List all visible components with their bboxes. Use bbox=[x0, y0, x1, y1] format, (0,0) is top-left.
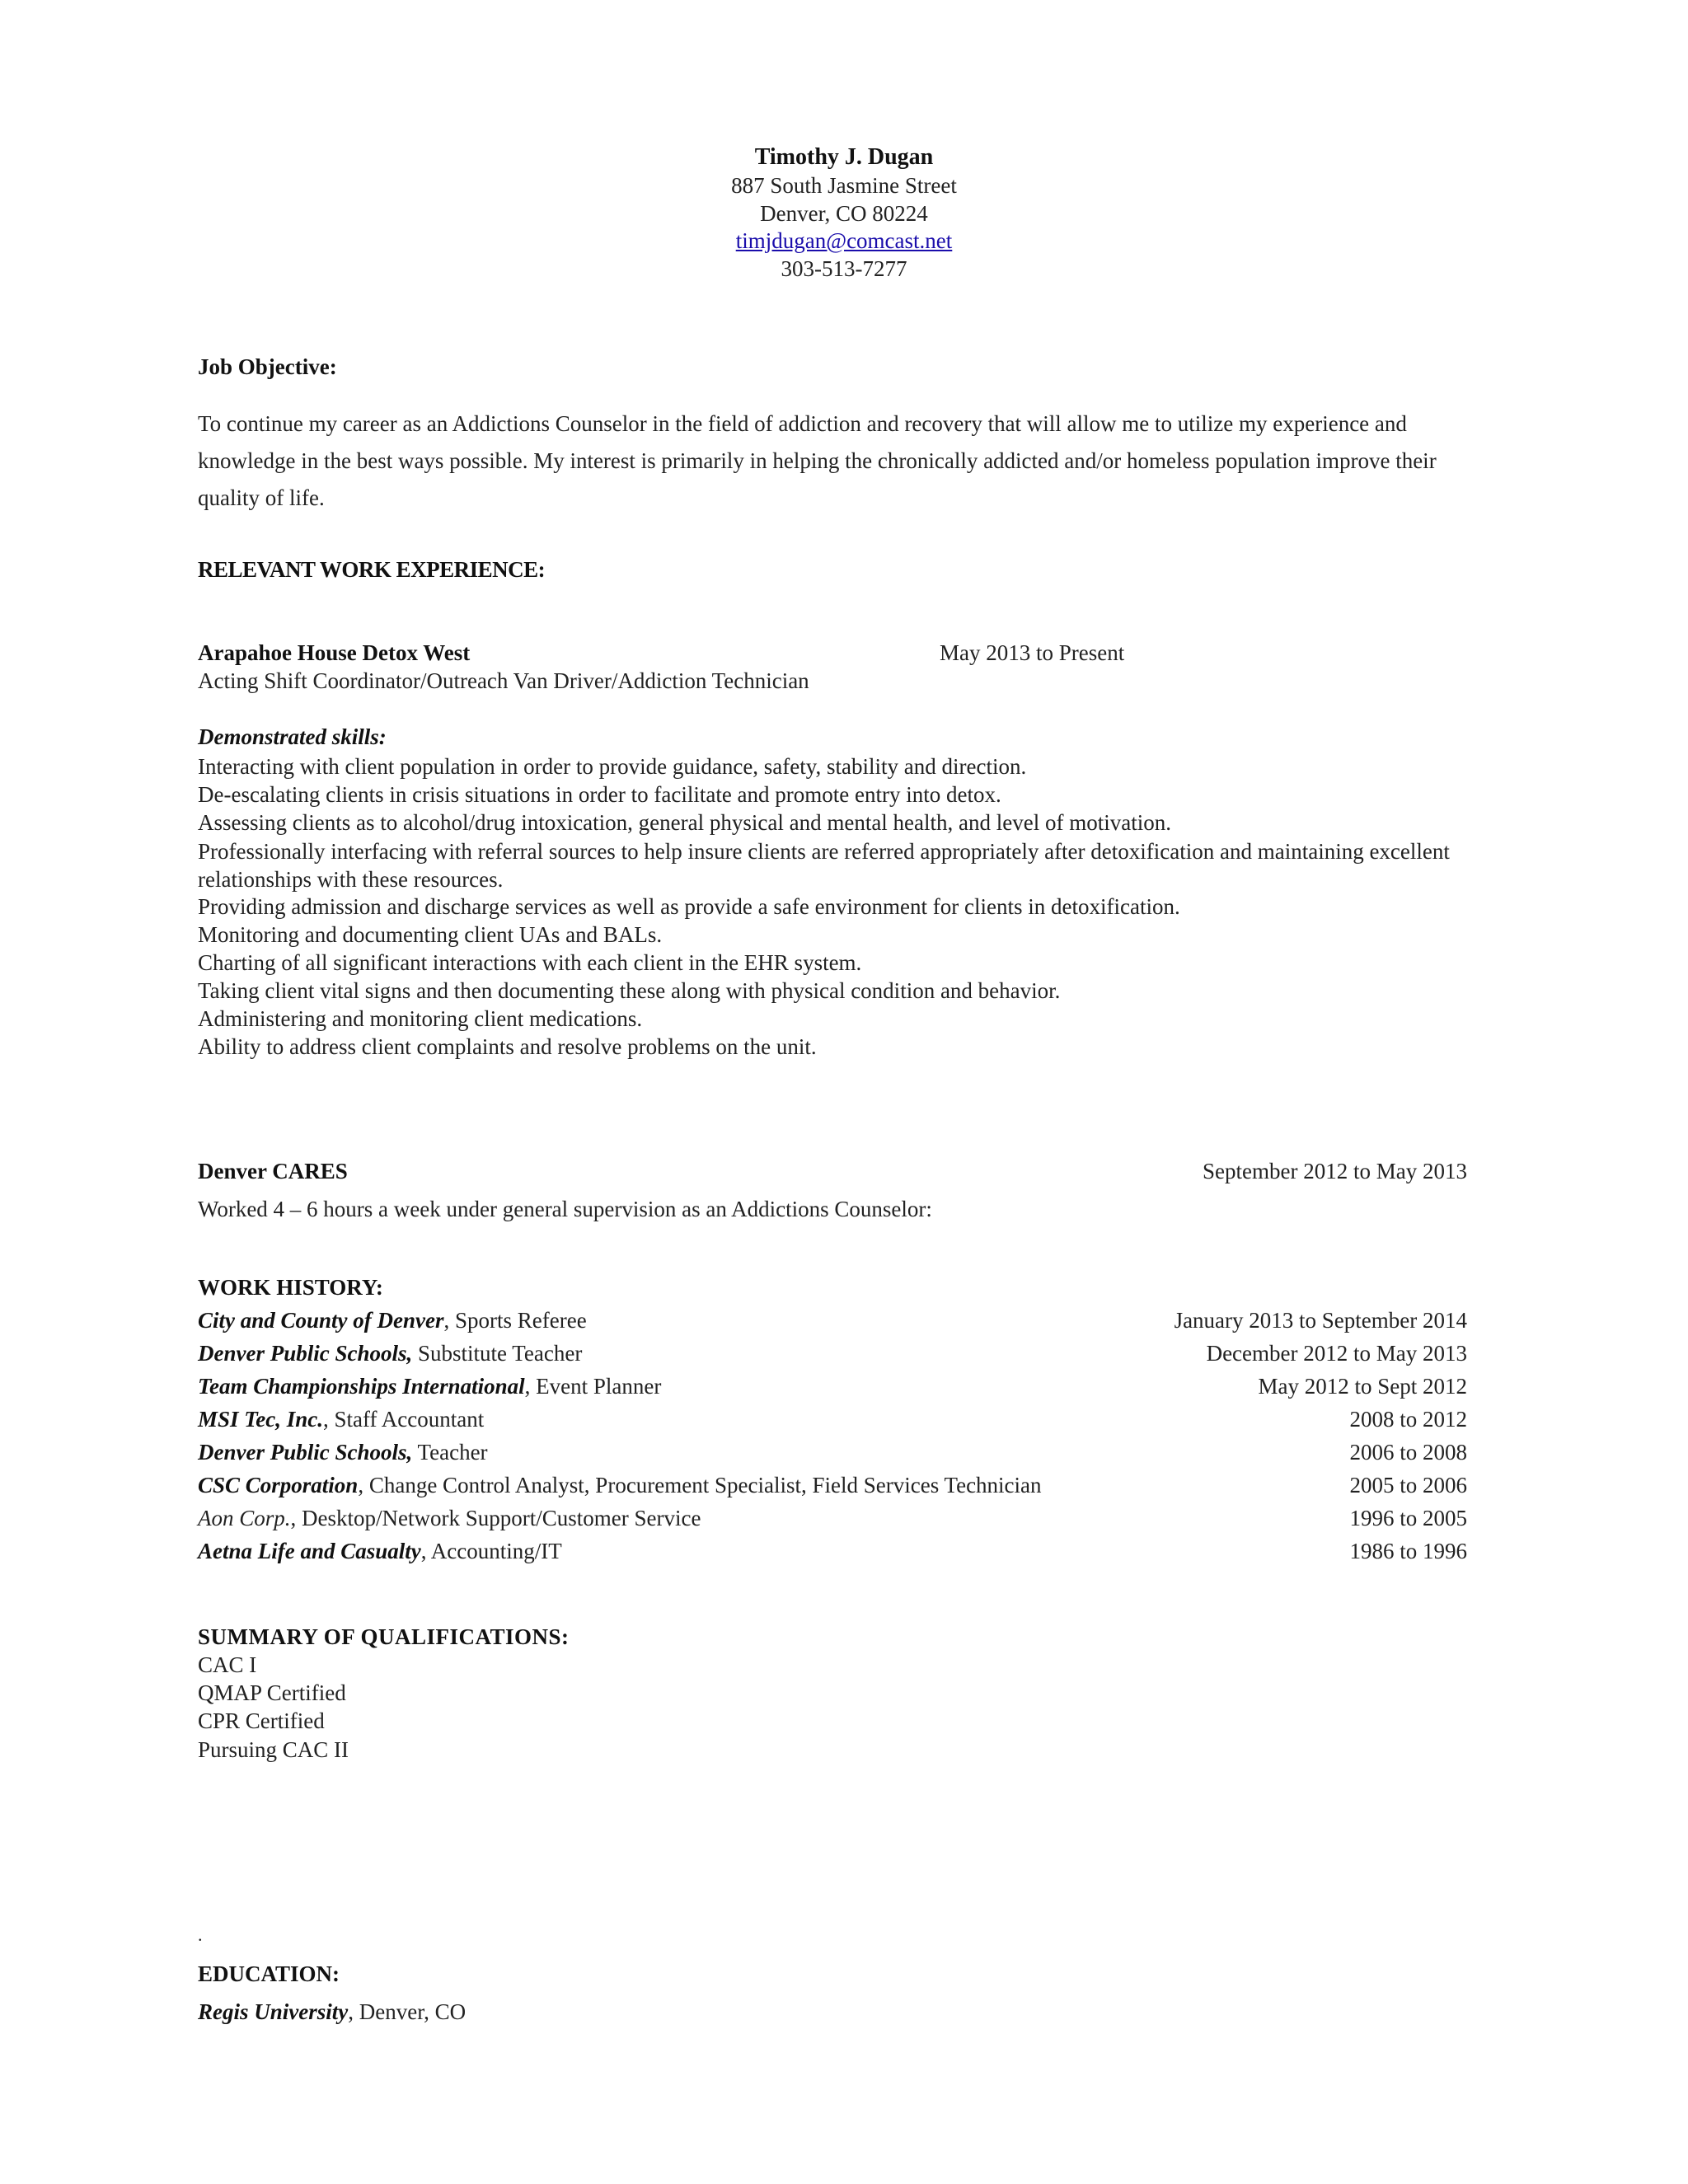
employer-name: Denver Public Schools, bbox=[198, 1341, 413, 1366]
work-history-dates: 2006 to 2008 bbox=[1349, 1440, 1467, 1465]
work-history-heading: WORK HISTORY: bbox=[198, 1275, 383, 1300]
qualifications-heading: SUMMARY OF QUALIFICATIONS: bbox=[198, 1624, 570, 1649]
work-history-dates: 1996 to 2005 bbox=[1349, 1506, 1467, 1530]
employer-name: CSC Corporation bbox=[198, 1473, 359, 1497]
work-history-row bbox=[198, 1474, 1042, 1498]
role-text: Teacher bbox=[412, 1440, 488, 1465]
skill-item: De-escalating clients in crisis situations in order to facilitate and promote entry into detox. bbox=[198, 782, 1001, 807]
education-heading: EDUCATION: bbox=[198, 1961, 340, 1986]
work-history-row bbox=[198, 1342, 582, 1366]
stray-period: . bbox=[198, 1924, 203, 1945]
employer-name: Aetna Life and Casualty bbox=[198, 1539, 421, 1563]
employer-name: MSI Tec, Inc. bbox=[198, 1407, 324, 1432]
work-history-dates: 2008 to 2012 bbox=[1349, 1407, 1467, 1432]
skill-item: Ability to address client complaints and resolve problems on the unit. bbox=[198, 1034, 817, 1059]
email-line bbox=[0, 229, 1688, 254]
employer-name: Denver Public Schools, bbox=[198, 1440, 413, 1465]
work-history-row bbox=[198, 1309, 587, 1333]
role-text: , Change Control Analyst, Procurement Specialist, Field Services Technician bbox=[358, 1473, 1042, 1497]
skill-item: Providing admission and discharge services as well as provide a safe environment for clients in detoxification. bbox=[198, 894, 1180, 919]
role-text: , Accounting/IT bbox=[420, 1539, 562, 1563]
school-location: , Denver, CO bbox=[348, 1999, 467, 2024]
role-text: Substitute Teacher bbox=[412, 1341, 583, 1366]
work-history-dates: 2005 to 2006 bbox=[1349, 1473, 1467, 1497]
work-history-dates: May 2012 to Sept 2012 bbox=[1258, 1374, 1467, 1399]
employer-name: Aon Corp. bbox=[198, 1506, 291, 1530]
skill-item: Professionally interfacing with referral sources to help insure clients are referred appropriately after detoxification and maintaining excellent relationships with these resources. bbox=[198, 839, 1450, 892]
email-link[interactable]: timjdugan@comcast.net bbox=[735, 228, 953, 253]
school-name: Regis University bbox=[198, 1999, 349, 2024]
city-state-zip: Denver, CO 80224 bbox=[760, 201, 928, 226]
work-history-dates: January 2013 to September 2014 bbox=[1174, 1308, 1467, 1333]
street-address: 887 South Jasmine Street bbox=[731, 173, 957, 198]
work-history-row bbox=[198, 1375, 661, 1399]
skill-item: Monitoring and documenting client UAs and BALs. bbox=[198, 922, 663, 947]
qualification-item: QMAP Certified bbox=[198, 1680, 346, 1705]
work-history-row bbox=[198, 1408, 484, 1432]
job1-employer: Arapahoe House Detox West bbox=[198, 640, 471, 665]
qualification-item: CAC I bbox=[198, 1652, 257, 1677]
job2-employer: Denver CARES bbox=[198, 1159, 348, 1183]
qualification-item: CPR Certified bbox=[198, 1708, 325, 1733]
work-history-dates: 1986 to 1996 bbox=[1349, 1539, 1467, 1563]
role-text: , Sports Referee bbox=[443, 1308, 587, 1333]
job1-title: Acting Shift Coordinator/Outreach Van Driver/Addiction Technician bbox=[198, 668, 809, 693]
job2-description: Worked 4 – 6 hours a week under general supervision as an Addictions Counselor: bbox=[198, 1197, 932, 1221]
skill-item: Charting of all significant interactions with each client in the EHR system. bbox=[198, 950, 862, 975]
qualification-item: Pursuing CAC II bbox=[198, 1737, 349, 1762]
objective-text: To continue my career as an Addictions Counselor in the field of addiction and recovery that will allow me to utilize my experience and knowledge in the best ways possible. My interest is primarily in helping the chronically addicted and/or homeless population improve their quality of life. bbox=[198, 411, 1437, 510]
work-history-row bbox=[198, 1507, 701, 1531]
job1-dates: May 2013 to Present bbox=[940, 640, 1125, 665]
skill-item: Taking client vital signs and then documenting these along with physical condition and behavior. bbox=[198, 978, 1061, 1003]
role-text: , Event Planner bbox=[524, 1374, 662, 1399]
applicant-name: Timothy J. Dugan bbox=[754, 144, 934, 170]
employer-name: City and County of Denver bbox=[198, 1308, 444, 1333]
job2-dates: September 2012 to May 2013 bbox=[1203, 1159, 1467, 1183]
phone-number: 303-513-7277 bbox=[781, 256, 907, 281]
skill-item: Interacting with client population in order to provide guidance, safety, stability and direction. bbox=[198, 754, 1027, 779]
work-history-dates: December 2012 to May 2013 bbox=[1206, 1341, 1467, 1366]
experience-heading: RELEVANT WORK EXPERIENCE: bbox=[198, 557, 546, 582]
work-history-row bbox=[198, 1441, 488, 1465]
work-history-row bbox=[198, 1540, 562, 1564]
skills-heading: Demonstrated skills: bbox=[198, 724, 387, 749]
role-text: , Desktop/Network Support/Customer Service bbox=[290, 1506, 701, 1530]
skill-item: Administering and monitoring client medications. bbox=[198, 1006, 643, 1031]
employer-name: Team Championships International bbox=[198, 1374, 525, 1399]
objective-heading: Job Objective: bbox=[198, 354, 337, 379]
role-text: , Staff Accountant bbox=[323, 1407, 485, 1432]
education-entry bbox=[198, 2000, 466, 2025]
skill-item: Assessing clients as to alcohol/drug intoxication, general physical and mental health, and level of motivation. bbox=[198, 810, 1171, 835]
